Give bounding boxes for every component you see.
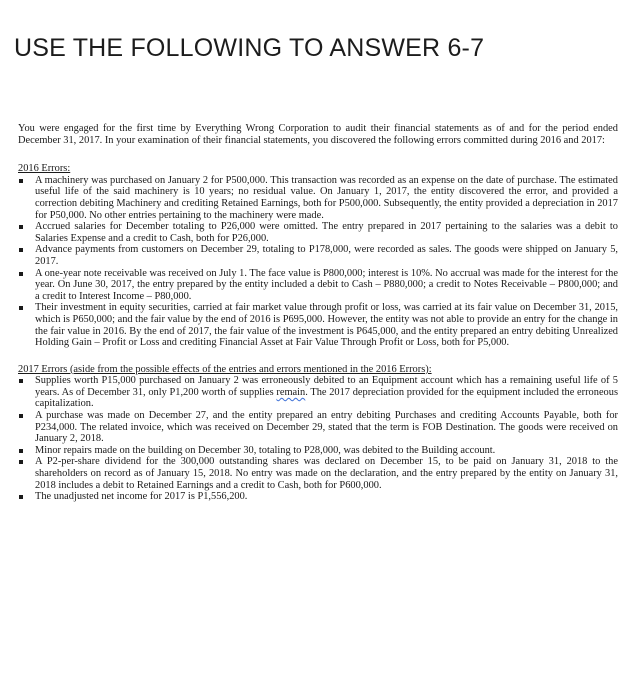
bullet-icon: [19, 272, 23, 276]
list-item-text: Accrued salaries for December totaling to P26,000 were omitted. The entry prepared in 2017 pertaining to the salaries was a debit to Salaries Expense and a credit to Cash, both for P26,000.: [35, 221, 618, 244]
bullet-icon: [19, 248, 23, 252]
bullet-icon: [19, 379, 23, 383]
intro-paragraph: You were engaged for the first time by Everything Wrong Corporation to audit their financial statements as of and for the period ended December 31, 2017. In your examination of their financial statements, you discovered the following errors committed during 2016 and 2017:: [18, 123, 618, 146]
list-item-text: Advance payments from customers on December 29, totaling to P178,000, were recorded as sales. The goods were shipped on January 5, 2017.: [35, 244, 618, 267]
list-item-text: A P2-per-share dividend for the 300,000 outstanding shares was declared on December 15, to be paid on January 31, 2018 to the shareholders on record as of January 15, 2018. No entry was made on the declaration, and the entry prepared by the entity on January 31, 2018 includes a debit to Retained Earnings and a credit to Cash, both for P600,000.: [35, 456, 618, 491]
list-item-text: Minor repairs made on the building on December 30, totaling to P28,000, was debited to the Building account.: [35, 444, 496, 456]
page-title: USE THE FOLLOWING TO ANSWER 6-7: [14, 34, 485, 62]
bullet-icon: [19, 460, 23, 464]
list-item: [18, 375, 618, 410]
bullet-icon: [19, 306, 23, 310]
errors-2016-heading: 2016 Errors:: [18, 163, 71, 175]
list-item-text: Supplies worth P15,000 purchased on January 2 was erroneously debited to an Equipment account which has a remaining useful life of 5 years. As of December 31, only P1,200 worth of supplies: [35, 375, 618, 398]
list-item-text: A one-year note receivable was received on July 1. The face value is P800,000; interest is 10%. No accrual was made for the interest for the year. On June 30, 2017, the entry prepared by the entity included a debit to Cash – P880,000; a credit to Notes Receivable – P800,000; and a credit to Interest Income – P80,000.: [35, 267, 618, 302]
errors-2017-section: [18, 364, 618, 503]
bullet-icon: [19, 495, 23, 499]
list-item: [18, 410, 618, 445]
list-item: [18, 445, 618, 457]
document-body: [18, 123, 618, 503]
list-item: [18, 491, 618, 503]
errors-2017-heading: 2017 Errors (aside from the possible effects of the entries and errors mentioned in the 2016 Errors):: [18, 363, 432, 375]
list-item: [18, 456, 618, 491]
list-item: [18, 302, 618, 348]
bullet-icon: [19, 179, 23, 183]
list-item: [18, 244, 618, 267]
errors-2016-section: [18, 163, 618, 349]
list-item-text: . The 2017 depreciation provided for the equipment included the erroneous capitalization.: [35, 386, 618, 410]
list-item-text: The unadjusted net income for 2017 is P1,556,200.: [35, 491, 248, 503]
list-item: [18, 221, 618, 244]
list-item-text: A machinery was purchased on January 2 for P500,000. This transaction was recorded as an expense on the date of purchase. The estimated useful life of the said machinery is 10 years; no residual value. On January 1, 2017, the entity discovered the error, and provided a correction debiting Machinery and crediting Retained Earnings, both for P500,000. Subsequently, the entity provided a depreciation in 2017 for P50,000. No other entries pertaining to the machinery were made.: [35, 174, 618, 221]
bullet-icon: [19, 414, 23, 418]
errors-2017-list: [18, 375, 618, 503]
list-item-text: A purchase was made on December 27, and the entity prepared an entry debiting Purchases and crediting Accounts Payable, both for P234,000. The related invoice, which was received on December 29, stated that the term is FOB Destination. The goods were received on January 2, 2018.: [35, 410, 618, 445]
list-item-text: Their investment in equity securities, carried at fair market value through profit or loss, was carried at its fair value on December 31, 2015, which is P650,000; and the fair value by the end of 2016 is P695,000. However, the entity was not able to provide an entry for the change in the fair value in 2016. By the end of 2017, the fair value of the investment is P645,000, and the entity prepared an entry debiting Unrealized Holding Gain – Profit or Loss and crediting Financial Asset at Fair Value Through Profit or Loss, both for P5,000.: [35, 302, 618, 349]
list-item: [18, 175, 618, 221]
errors-2016-list: [18, 175, 618, 349]
list-item: [18, 268, 618, 303]
spellcheck-underlined-word: remain: [276, 386, 306, 398]
bullet-icon: [19, 225, 23, 229]
bullet-icon: [19, 449, 23, 453]
